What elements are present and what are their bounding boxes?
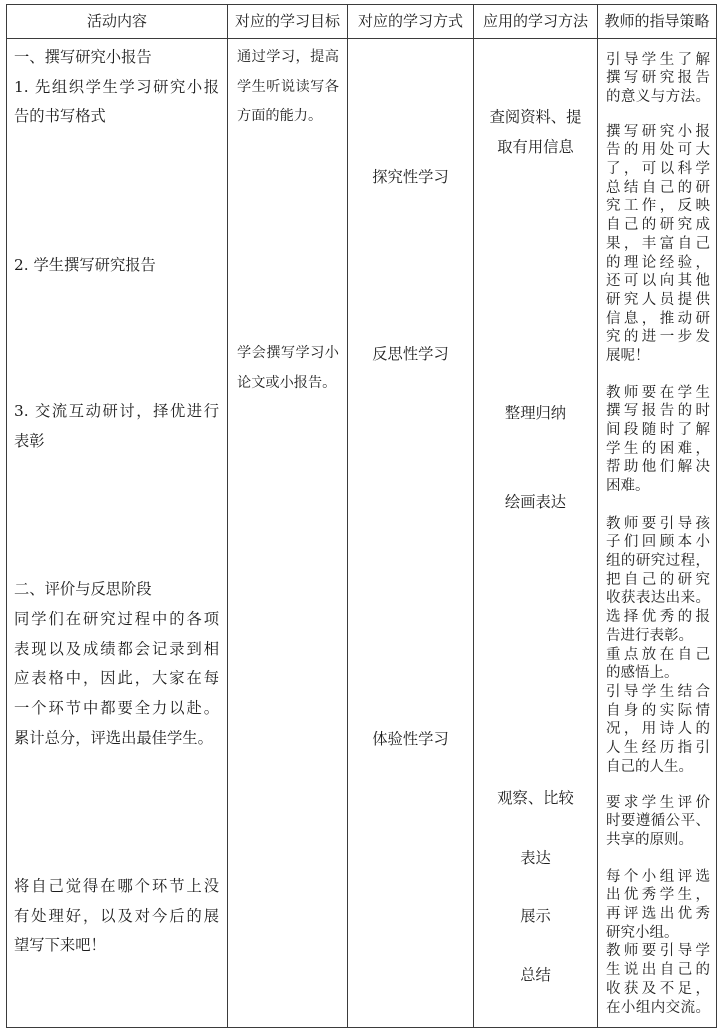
strategy-line: 收获表达出来。 (606, 590, 710, 607)
strategy-line: 引导学生结合 (606, 683, 710, 700)
activity-line: 3. 交流互动研讨，择优进行 (14, 402, 219, 421)
goal-line: 学生听说读写各 (237, 78, 339, 95)
strategy-line: 收获及不足， (606, 980, 710, 997)
strategy-fairness-block (606, 794, 710, 850)
strategy-line: 自己的研究成 (606, 217, 710, 234)
activity-line: 表彰 (14, 431, 45, 450)
activity-line: 将自己觉得在哪个环节上没 (14, 877, 219, 896)
header-learning-goal: 对应的学习目标 (234, 12, 340, 30)
strategy-line: 的意义与方法。 (606, 89, 710, 106)
header-learning-method: 应用的学习方法 (482, 12, 588, 30)
strategy-selection-block (606, 868, 710, 1018)
goal2-block (237, 339, 339, 398)
activity-line: 同学们在研究过程中的各项 (14, 609, 219, 628)
activity-line: 1. 先组织学生学习研究小报 (14, 77, 219, 96)
strategy-review-block (606, 515, 710, 777)
goal-line: 论文或小报告。 (237, 374, 337, 391)
strategy-line: 时要遵循公平、 (606, 813, 710, 830)
header-activity-content: 活动内容 (86, 12, 147, 30)
strategy-line: 研究小组。 (606, 924, 679, 941)
strategy-line: 教师要在学生 (606, 384, 710, 401)
method-observe: 观察、比较 (497, 789, 574, 807)
activity-stage2-block (14, 575, 219, 754)
strategy-line: 选择优秀的报 (606, 609, 710, 626)
activity-step3-block (14, 397, 219, 456)
goal-line: 通过学习，提高 (237, 49, 339, 66)
strategy-line: 困难。 (606, 478, 650, 495)
activity-line: 累计总分，评选出最佳学生。 (14, 728, 213, 747)
strategy-line: 信息，推动研 (606, 310, 710, 327)
strategy-line: 的理论经验， (606, 254, 710, 271)
activity-line: 有处理好，以及对今后的展 (14, 906, 219, 925)
method-summarize: 总结 (520, 966, 551, 984)
strategy-line: 撰写研究小报 (606, 123, 710, 140)
strategy-line: 总结自己的研 (606, 179, 710, 196)
strategy-line: 再评选出优秀 (606, 906, 710, 923)
strategy-line: 出优秀学生， (606, 887, 710, 904)
method-drawing: 绘画表达 (504, 493, 567, 511)
activity-line: 一个环节中都要全力以赴。 (14, 699, 219, 718)
strategy-value-block (606, 123, 710, 366)
strategy-line: 告的用处可大 (606, 142, 710, 159)
strategy-line: 共享的原则。 (606, 832, 693, 849)
strategy-line: 引导学生了解 (606, 51, 710, 68)
strategy-line: 要求学生评价 (606, 794, 710, 811)
activity-line: 表现以及成绩都会记录到相 (14, 639, 219, 658)
strategy-line: 间段随时了解 (606, 422, 710, 439)
activity-step2-block (14, 251, 219, 281)
method-display: 展示 (520, 907, 551, 925)
strategy-line: 子们回顾本小 (606, 534, 710, 551)
strategy-line: 学生的困难， (606, 440, 710, 457)
activity-line: 一、撰写研究小报告 (14, 48, 152, 67)
strategy-line: 究工作，反映 (606, 198, 710, 215)
method-organize: 整理归纳 (504, 404, 567, 422)
strategy-line: 撰写研究报告 (606, 70, 710, 87)
strategy-line: 生说出自己的 (606, 962, 710, 979)
strategy-support-block (606, 384, 710, 496)
strategy-line: 组的研究过程， (606, 553, 710, 570)
method-express: 表达 (520, 849, 551, 867)
strategy-line: 展呢！ (606, 348, 650, 365)
goal-line: 方面的能力。 (237, 108, 323, 125)
strategy-line: 果，丰富自己 (606, 235, 710, 252)
strategy-line: 还可以向其他 (606, 273, 710, 290)
column-divider (597, 4, 598, 1028)
method-research-block (474, 102, 597, 162)
strategy-line: 重点放在自己 (606, 646, 710, 663)
strategy-line: 自己的人生。 (606, 758, 693, 775)
goal1-block (237, 43, 339, 132)
activity-line: 2. 学生撰写研究报告 (14, 256, 156, 275)
strategy-purpose-block (606, 51, 710, 107)
strategy-line: 每个小组评选 (606, 868, 710, 885)
column-divider (347, 4, 348, 1028)
strategy-line: 把自己的研究 (606, 571, 710, 588)
strategy-line: 究的进一步发 (606, 329, 710, 346)
strategy-line: 的感悟上。 (606, 665, 679, 682)
mode-experiential: 体验性学习 (372, 730, 449, 748)
method-line: 取有用信息 (497, 138, 574, 156)
strategy-line: 帮助他们解决 (606, 459, 710, 476)
activity-stage1-block (14, 43, 219, 132)
strategy-line: 告进行表彰。 (606, 627, 693, 644)
strategy-line: 在小组内交流。 (606, 999, 710, 1016)
strategy-line: 撰写报告的时 (606, 403, 710, 420)
strategy-line: 教师要引导孩 (606, 515, 710, 532)
strategy-line: 了，可以科学 (606, 161, 710, 178)
strategy-line: 自身的实际情 (606, 702, 710, 719)
strategy-line: 况，用诗人的 (606, 721, 710, 738)
goal-line: 学会撰写学习小 (237, 345, 339, 362)
activity-reflection-block (14, 872, 219, 961)
header-teacher-strategy: 教师的指导策略 (604, 12, 710, 30)
activity-line: 望写下来吧！ (14, 936, 106, 955)
activity-line: 二、评价与反思阶段 (14, 580, 152, 598)
column-divider (227, 4, 228, 1028)
mode-reflective: 反思性学习 (372, 345, 449, 363)
method-line: 查阅资料、提 (489, 108, 582, 126)
strategy-line: 研究人员提供 (606, 291, 710, 308)
header-learning-mode: 对应的学习方式 (357, 12, 463, 30)
strategy-line: 教师要引导学 (606, 943, 710, 960)
activity-line: 告的书写格式 (14, 107, 106, 126)
strategy-line: 人生经历指引 (606, 740, 710, 757)
mode-inquiry: 探究性学习 (372, 168, 449, 186)
header-divider (6, 38, 717, 39)
activity-line: 应表格中，因此，大家在每 (14, 669, 219, 688)
